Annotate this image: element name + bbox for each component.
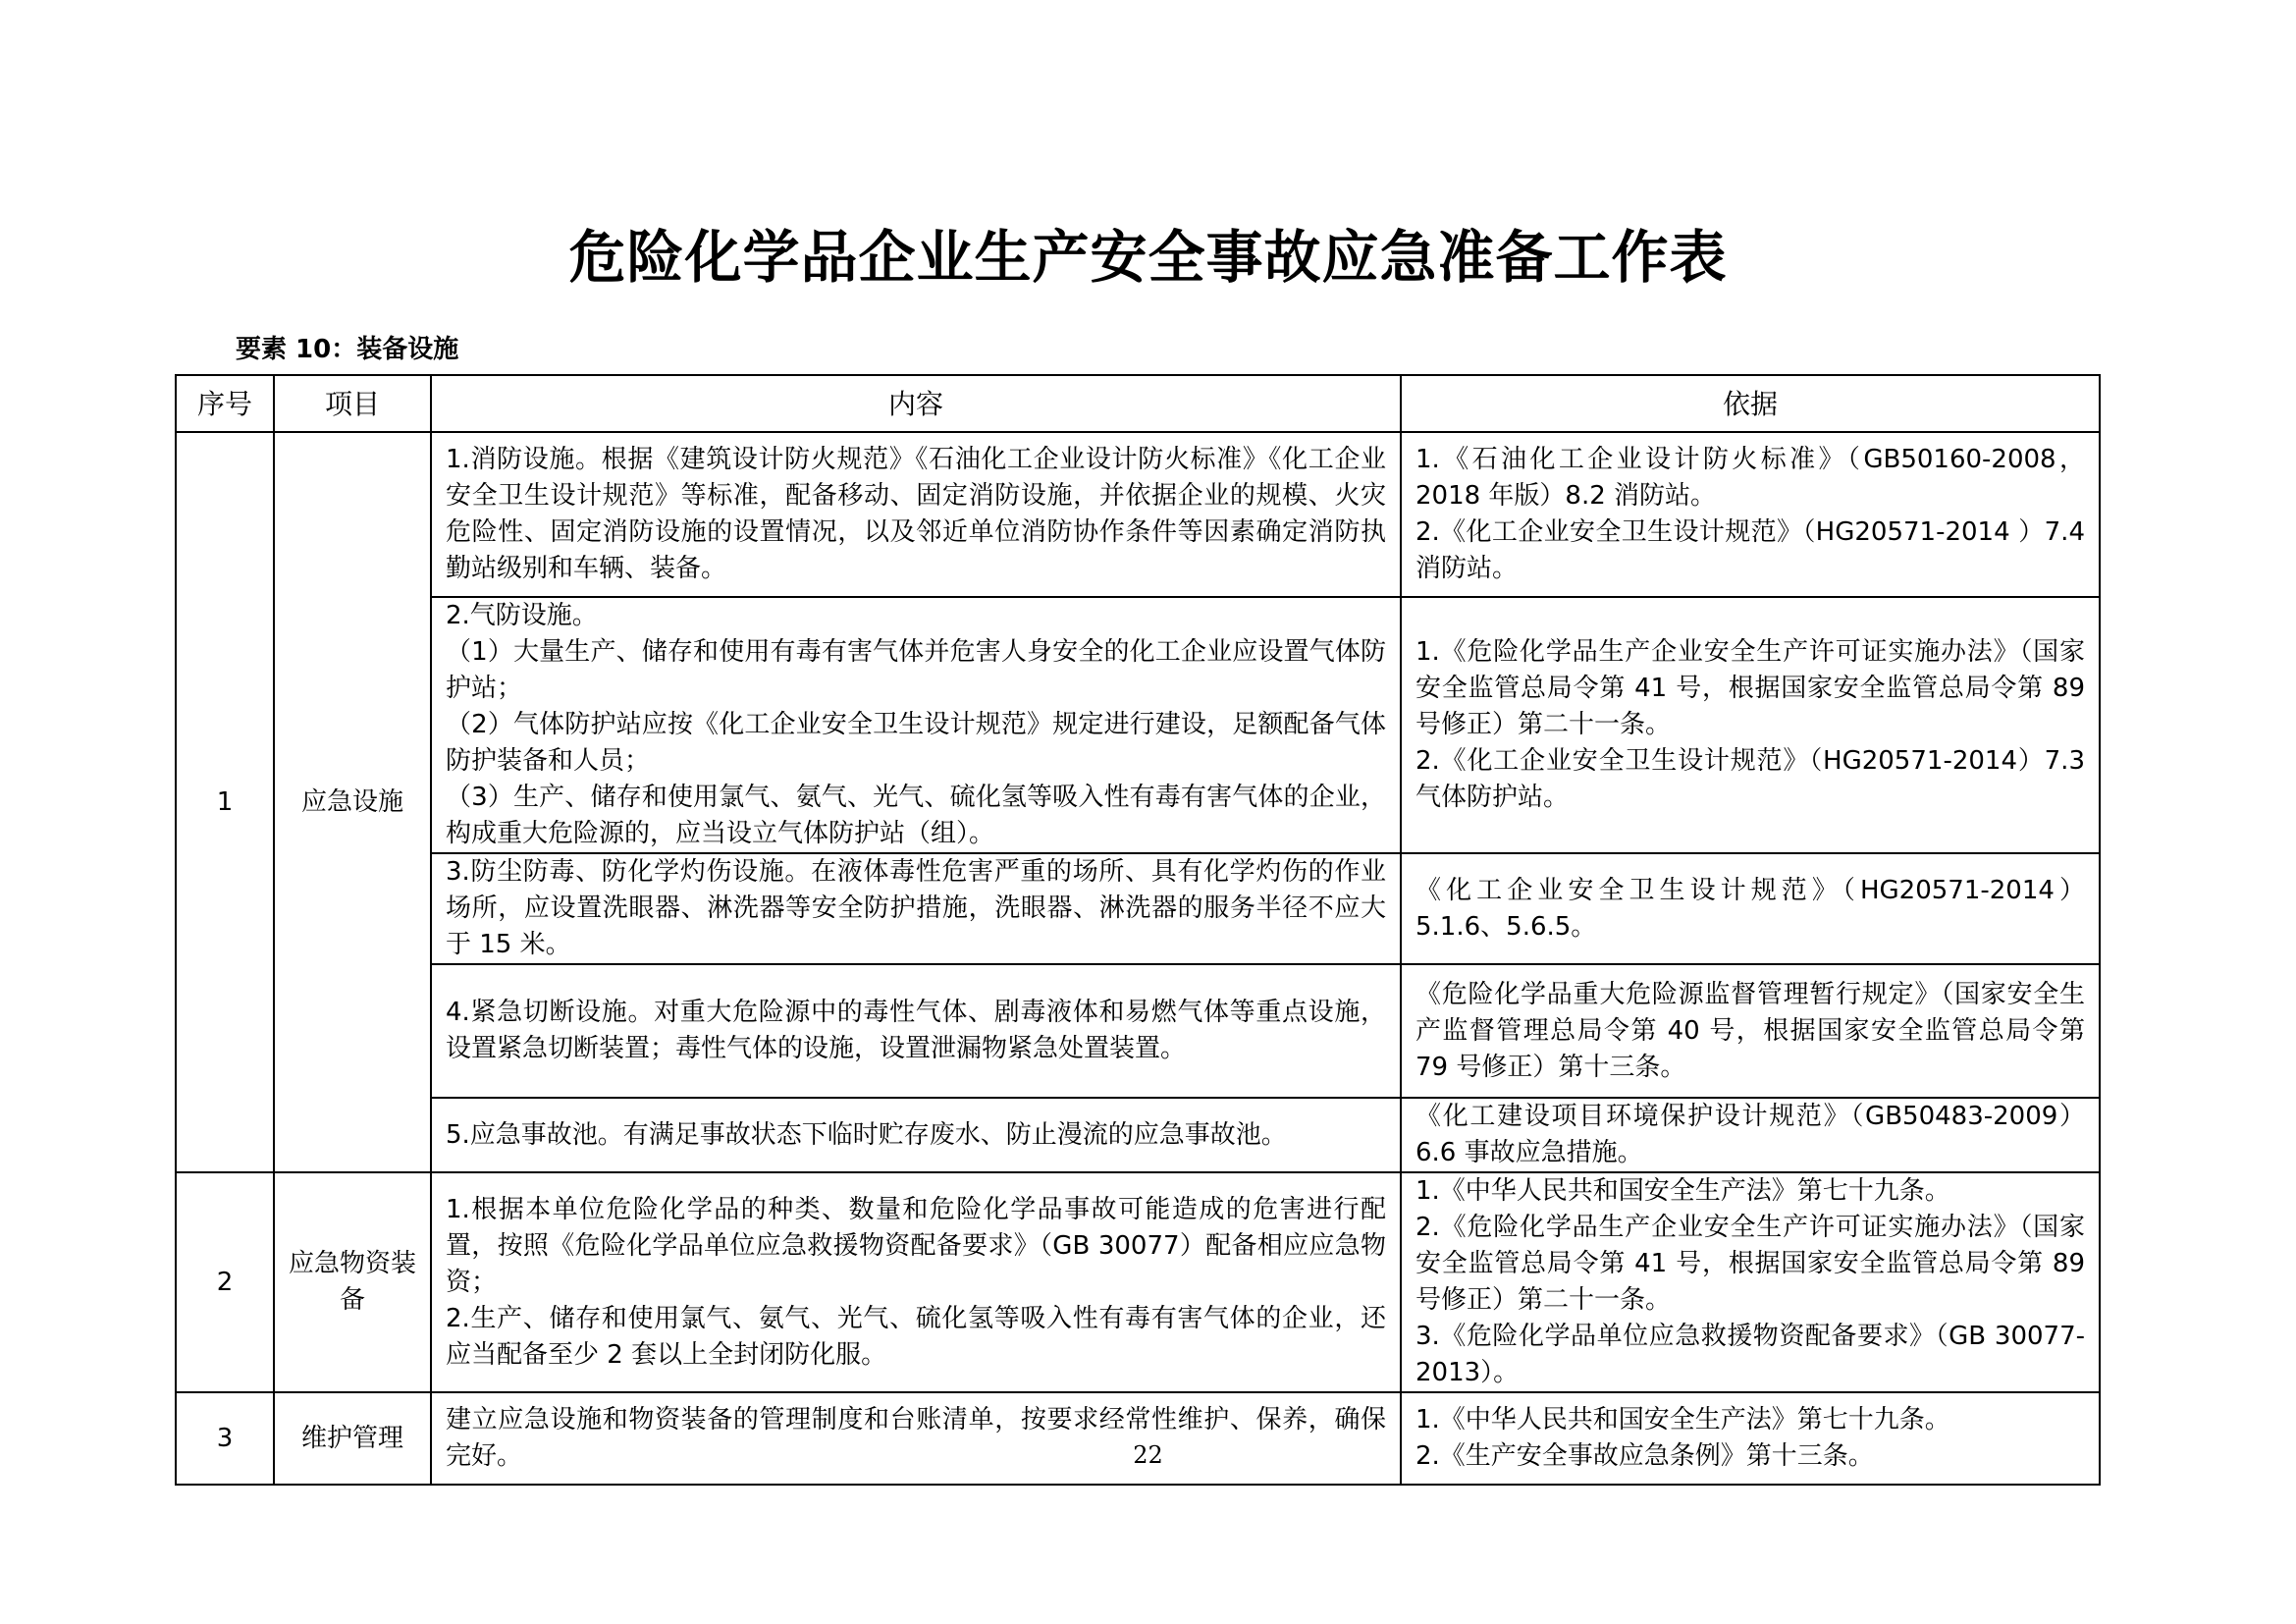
table-row <box>176 597 2100 853</box>
table-row <box>176 1392 2100 1485</box>
basis-cell <box>1401 853 2100 964</box>
basis-cell <box>1401 597 2100 853</box>
basis-cell <box>1401 1172 2100 1392</box>
table-row <box>176 853 2100 964</box>
basis-paragraph: 2.《生产安全事故应急条例》第十三条。 <box>1415 1441 1874 1471</box>
content-paragraph: 3.防尘防毒、防化学灼伤设施。在液体毒性危害严重的场所、具有化学灼伤的作业场所，应设置洗眼器、淋洗器等安全防护措施，洗眼器、淋洗器的服务半径不应大于 15 米。 <box>446 857 1386 959</box>
content-cell <box>431 597 1401 853</box>
content-paragraph: 2.气防设施。 <box>446 601 598 630</box>
element-label: 要素 10：装备设施 <box>236 335 459 364</box>
content-paragraph: 1.根据本单位危险化学品的种类、数量和危险化学品事故可能造成的危害进行配置，按照《危险化学品单位应急救援物资配备要求》（GB 30077）配备相应应急物资； <box>446 1194 1386 1297</box>
header-no: 序号 <box>176 375 274 432</box>
content-cell <box>431 1098 1401 1172</box>
row-item: 应急设施 <box>274 432 431 1172</box>
content-paragraph: 建立应急设施和物资装备的管理制度和台账清单，按要求经常性维护、保养，确保完好。 <box>446 1405 1386 1471</box>
basis-paragraph: 1.《危险化学品生产企业安全生产许可证实施办法》（国家安全监管总局令第 41 号，根据国家安全监管总局令第 89 号修正）第二十一条。 <box>1415 637 2085 739</box>
table-row <box>176 432 2100 597</box>
basis-paragraph: 1.《石油化工企业设计防火标准》（GB50160-2008，2018 年版）8.2 消防站。 <box>1415 445 2085 511</box>
basis-paragraph: 3.《危险化学品单位应急救援物资配备要求》（GB 30077-2013）。 <box>1415 1322 2085 1387</box>
page-title: 危险化学品企业生产安全事故应急准备工作表 <box>568 224 1728 291</box>
content-cell <box>431 432 1401 597</box>
header-basis: 依据 <box>1401 375 2100 432</box>
row-item: 维护管理 <box>274 1392 431 1485</box>
basis-paragraph: 2.《化工企业安全卫生设计规范》（HG20571-2014）7.3 气体防护站。 <box>1415 746 2085 812</box>
row-number: 1 <box>176 432 274 1172</box>
table-row <box>176 1172 2100 1392</box>
table-header-row <box>176 375 2100 432</box>
table-row <box>176 964 2100 1098</box>
content-paragraph: （1）大量生产、储存和使用有毒有害气体并危害人身安全的化工企业应设置气体防护站； <box>446 637 1386 703</box>
basis-paragraph: 1.《中华人民共和国安全生产法》第七十九条。 <box>1415 1176 1950 1206</box>
content-paragraph: 1.消防设施。根据《建筑设计防火规范》《石油化工企业设计防火标准》《化工企业安全卫生设计规范》等标准，配备移动、固定消防设施，并依据企业的规模、火灾危险性、固定消防设施的设置情况，以及邻近单位消防协作条件等因素确定消防执勤站级别和车辆、装备。 <box>446 445 1386 583</box>
basis-paragraph: 《危险化学品重大危险源监督管理暂行规定》（国家安全生产监督管理总局令第 40 号，根据国家安全监管总局令第 79 号修正）第十三条。 <box>1415 979 2085 1082</box>
preparedness-table <box>175 374 2101 1486</box>
basis-cell <box>1401 432 2100 597</box>
content-cell <box>431 964 1401 1098</box>
basis-paragraph: 《化工建设项目环境保护设计规范》（GB50483-2009）6.6 事故应急措施。 <box>1415 1102 2085 1167</box>
basis-cell <box>1401 964 2100 1098</box>
content-paragraph: （2）气体防护站应按《化工企业安全卫生设计规范》规定进行建设，足额配备气体防护装备和人员； <box>446 710 1386 776</box>
content-cell <box>431 1172 1401 1392</box>
content-paragraph: 5.应急事故池。有满足事故状态下临时贮存废水、防止漫流的应急事故池。 <box>446 1119 1287 1150</box>
basis-paragraph: 2.《危险化学品生产企业安全生产许可证实施办法》（国家安全监管总局令第 41 号，根据国家安全监管总局令第 89 号修正）第二十一条。 <box>1415 1213 2085 1315</box>
content-paragraph: 2.生产、储存和使用氯气、氨气、光气、硫化氢等吸入性有毒有害气体的企业，还应当配备至少 2 套以上全封闭防化服。 <box>446 1303 1386 1370</box>
content-paragraph: 4.紧急切断设施。对重大危险源中的毒性气体、剧毒液体和易燃气体等重点设施，设置紧急切断装置；毒性气体的设施，设置泄漏物紧急处置装置。 <box>446 998 1386 1063</box>
content-cell <box>431 853 1401 964</box>
row-number: 2 <box>176 1172 274 1392</box>
row-item: 应急物资装备 <box>274 1172 431 1392</box>
content-paragraph: （3）生产、储存和使用氯气、氨气、光气、硫化氢等吸入性有毒有害气体的企业，构成重大危险源的，应当设立气体防护站（组）。 <box>446 783 1386 848</box>
basis-cell <box>1401 1392 2100 1485</box>
row-number: 3 <box>176 1392 274 1485</box>
basis-paragraph: 1.《中华人民共和国安全生产法》第七十九条。 <box>1415 1405 1950 1435</box>
basis-cell <box>1401 1098 2100 1172</box>
page-number: 22 <box>1133 1441 1163 1469</box>
header-content: 内容 <box>431 375 1401 432</box>
content-cell <box>431 1392 1401 1485</box>
table-row <box>176 1098 2100 1172</box>
basis-paragraph: 2.《化工企业安全卫生设计规范》（HG20571-2014 ）7.4 消防站。 <box>1415 517 2085 583</box>
header-item: 项目 <box>274 375 431 432</box>
basis-paragraph: 《化工企业安全卫生设计规范》（HG20571-2014）5.1.6、5.6.5。 <box>1415 875 2085 942</box>
